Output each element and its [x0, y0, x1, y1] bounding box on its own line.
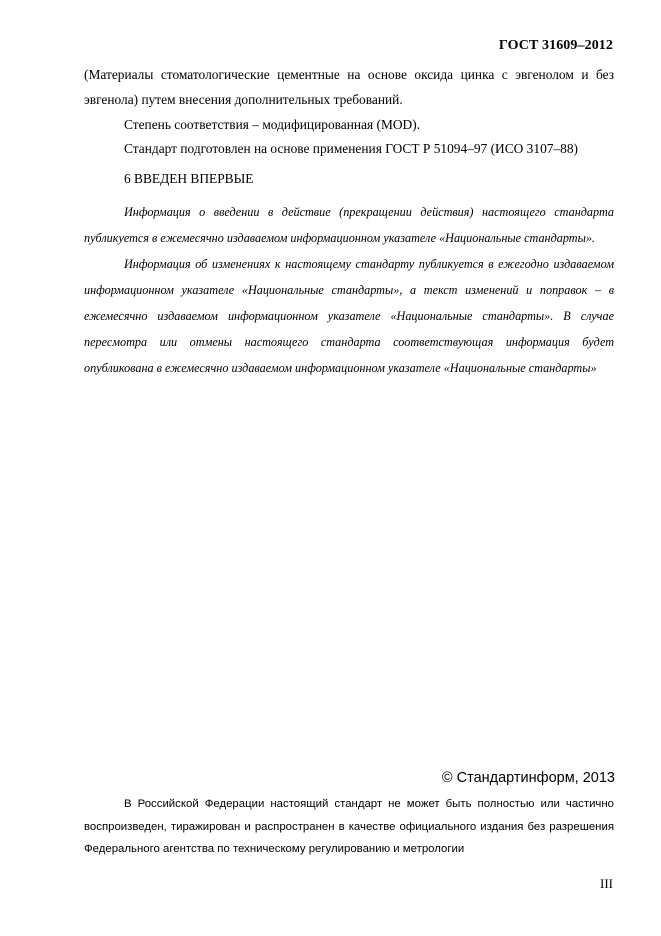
info-notes: [84, 199, 614, 381]
body-section: [84, 62, 614, 112]
conformity-degree: Степень соответствия – модифицированная (MOD).: [124, 117, 421, 132]
conformity-section: [84, 112, 614, 137]
page-number: III: [600, 876, 613, 891]
section-6: [84, 166, 614, 191]
prepared-basis-section: [84, 136, 614, 161]
copyright: © Стандартинформ, 2013: [441, 770, 615, 786]
amendments-info: Информация об изменениях к настоящему стандарту публикуется в ежегодно издаваемом информационном указателе «Национальные стандарты», а текст изменений и поправок – в ежемесячно издаваемом информационном указателе «Национальные стандарты». В случае пересмотра или отмены настоящего стандарта соответствующая информация будет опубликована в ежемесячно издаваемом информационном указателе «Национальные стандарты»: [84, 257, 614, 375]
enactment-info: Информация о введении в действие (прекращении действия) настоящего стандарта публикуется в ежемесячно издаваемом информационном указателе «Национальные стандарты».: [84, 205, 614, 245]
continuation-paragraph: (Материалы стоматологические цементные на основе оксида цинка с эвгенолом и без эвгенола) путем внесения дополнительных требований.: [84, 67, 614, 107]
prepared-basis: Стандарт подготовлен на основе применения ГОСТ Р 51094–97 (ИСО 3107–88): [124, 141, 579, 156]
reproduction-notice-section: [84, 793, 614, 861]
section-6-heading: 6 ВВЕДЕН ВПЕРВЫЕ: [124, 171, 254, 186]
reproduction-notice: В Российской Федерации настоящий стандарт не может быть полностью или частично воспроизведен, тиражирован и распространен в качестве официального издания без разрешения Федерального агентства по техническому регулированию и метрологии: [84, 798, 614, 855]
standard-code-header: ГОСТ 31609–2012: [498, 38, 613, 53]
